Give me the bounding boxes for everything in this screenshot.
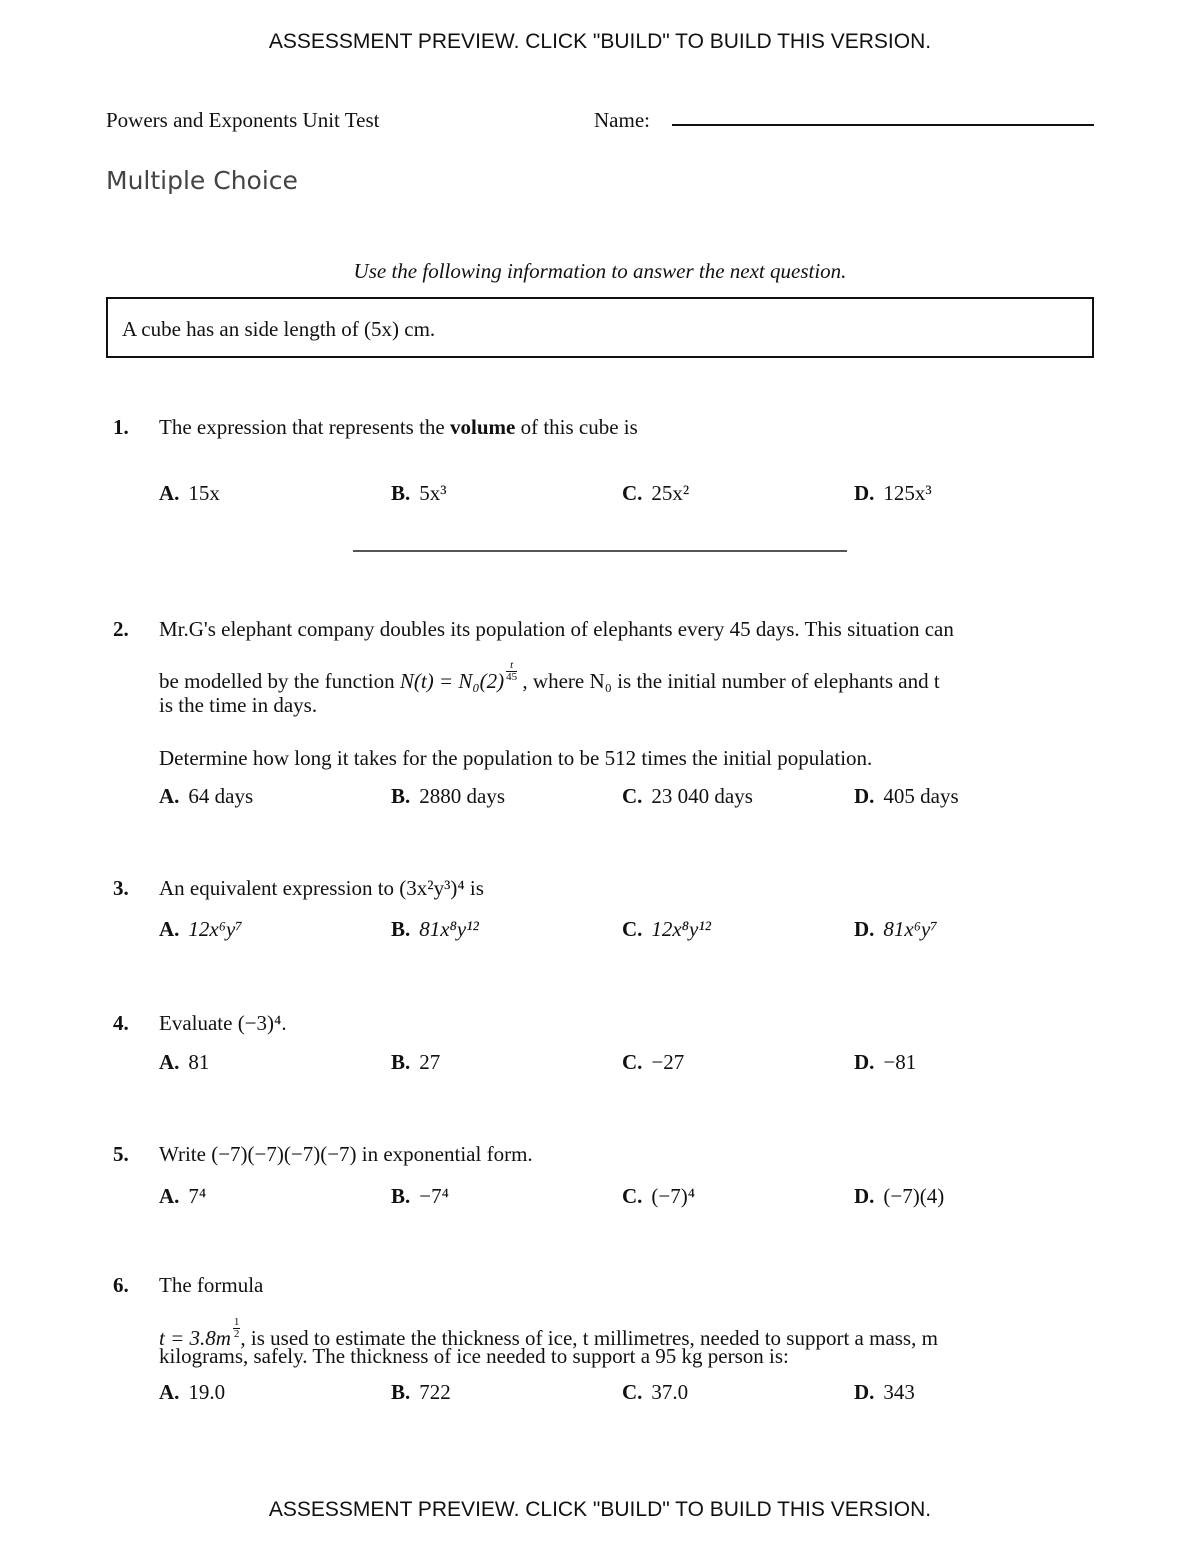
q6-option-d[interactable] — [854, 1380, 915, 1405]
q3-option-c[interactable] — [622, 917, 711, 942]
name-label: Name: — [594, 108, 650, 132]
option-letter: C. — [622, 784, 643, 808]
test-title: Powers and Exponents Unit Test — [106, 108, 380, 132]
name-input-line[interactable] — [672, 124, 1094, 126]
option-text: 81x⁸y¹² — [419, 917, 479, 941]
q1-option-b[interactable] — [391, 481, 447, 506]
question-2-formula: N(t) = N₀(2) — [399, 669, 505, 693]
option-text: −81 — [883, 1050, 917, 1074]
option-letter: D. — [854, 917, 875, 941]
question-1-text-pre: The expression that represents the — [159, 415, 450, 439]
option-text: 64 days — [188, 784, 254, 808]
question-6-exponent-fraction — [233, 1317, 241, 1340]
question-4-text: Evaluate (−3)⁴. — [159, 1011, 287, 1035]
option-text: 37.0 — [651, 1380, 689, 1404]
question-6-line-1: The formula — [159, 1273, 264, 1297]
q3-option-d[interactable] — [854, 917, 938, 942]
option-letter: D. — [854, 1050, 875, 1074]
fraction-numerator: t — [506, 660, 517, 672]
section-title: Multiple Choice — [106, 166, 298, 195]
q6-option-c[interactable] — [622, 1380, 688, 1405]
option-text: 722 — [419, 1380, 451, 1404]
question-2-line-3: is the time in days. — [159, 693, 318, 717]
option-text: 7⁴ — [188, 1184, 207, 1208]
q2-option-b[interactable] — [391, 784, 505, 809]
option-text: 81x⁶y⁷ — [883, 917, 938, 941]
option-text: (−7)⁴ — [651, 1184, 696, 1208]
option-letter: D. — [854, 1380, 875, 1404]
question-2-exponent-fraction — [506, 660, 517, 683]
preview-banner-top: ASSESSMENT PREVIEW. CLICK "BUILD" TO BUILD THIS VERSION. — [268, 30, 932, 53]
option-letter: C. — [622, 917, 643, 941]
instruction-text: Use the following information to answer the next question. — [353, 259, 847, 283]
option-text: 5x³ — [419, 481, 447, 505]
question-6-line-3: kilograms, safely. The thickness of ice needed to support a 95 kg person is: — [159, 1344, 789, 1368]
option-letter: B. — [391, 481, 411, 505]
q3-option-a[interactable] — [159, 917, 243, 942]
q1-option-a[interactable] — [159, 481, 220, 506]
option-text: 405 days — [883, 784, 959, 808]
option-text: 15x — [188, 481, 220, 505]
question-2-line-2-pre: be modelled by the function — [159, 669, 400, 693]
option-letter: B. — [391, 1184, 411, 1208]
q6-option-b[interactable] — [391, 1380, 451, 1405]
option-letter: C. — [622, 1380, 643, 1404]
option-letter: B. — [391, 917, 411, 941]
fraction-denominator: 45 — [506, 671, 518, 683]
question-1-number: 1. — [113, 415, 129, 439]
option-text: 2880 days — [419, 784, 506, 808]
option-text: −27 — [651, 1050, 685, 1074]
info-box-text: A cube has an side length of (5x) cm. — [122, 317, 436, 341]
question-2-line-1: Mr.G's elephant company doubles its population of elephants every 45 days. This situation can — [159, 617, 954, 641]
question-1-text-post: of this cube is — [515, 415, 638, 439]
option-text: −7⁴ — [419, 1184, 449, 1208]
option-letter: C. — [622, 1184, 643, 1208]
option-letter: B. — [391, 1050, 411, 1074]
option-letter: A. — [159, 917, 180, 941]
q4-option-c[interactable] — [622, 1050, 684, 1075]
q1-option-d[interactable] — [854, 481, 932, 506]
option-letter: C. — [622, 1050, 643, 1074]
question-2-line-2 — [159, 660, 940, 694]
q4-option-d[interactable] — [854, 1050, 916, 1075]
question-6-line-2-post: , is used to estimate the thickness of ice, t millimetres, needed to support a mass, m — [240, 1326, 938, 1350]
question-1-text — [159, 415, 638, 440]
question-5-text: Write (−7)(−7)(−7)(−7) in exponential form. — [159, 1142, 533, 1166]
question-2-line-2-post: , where N₀ is the initial number of elephants and t — [517, 669, 940, 693]
option-text: 25x² — [651, 481, 690, 505]
q2-option-c[interactable] — [622, 784, 753, 809]
option-text: 343 — [883, 1380, 915, 1404]
option-letter: A. — [159, 784, 180, 808]
fraction-denominator: 2 — [233, 1328, 240, 1340]
option-text: (−7)(4) — [883, 1184, 945, 1208]
q5-option-a[interactable] — [159, 1184, 206, 1209]
question-2-prompt: Determine how long it takes for the population to be 512 times the initial population. — [159, 746, 873, 770]
question-1-text-bold: volume — [450, 415, 516, 439]
info-box — [106, 297, 1094, 358]
option-letter: A. — [159, 481, 180, 505]
q4-option-a[interactable] — [159, 1050, 209, 1075]
option-text: 12x⁶y⁷ — [188, 917, 243, 941]
q5-option-d[interactable] — [854, 1184, 944, 1209]
option-letter: A. — [159, 1380, 180, 1404]
option-letter: B. — [391, 784, 411, 808]
option-letter: B. — [391, 1380, 411, 1404]
section-divider — [353, 550, 847, 552]
question-3-number: 3. — [113, 876, 129, 900]
option-text: 19.0 — [188, 1380, 226, 1404]
option-text: 125x³ — [883, 481, 932, 505]
fraction-numerator: 1 — [233, 1316, 240, 1328]
q6-option-a[interactable] — [159, 1380, 225, 1405]
option-text: 23 040 days — [651, 784, 753, 808]
option-letter: D. — [854, 1184, 875, 1208]
option-letter: A. — [159, 1050, 180, 1074]
q5-option-c[interactable] — [622, 1184, 695, 1209]
q5-option-b[interactable] — [391, 1184, 449, 1209]
question-3-text: An equivalent expression to (3x²y³)⁴ is — [159, 876, 484, 900]
question-4-number: 4. — [113, 1011, 129, 1035]
q3-option-b[interactable] — [391, 917, 479, 942]
question-6-formula: t = 3.8m — [159, 1326, 231, 1350]
question-6-number: 6. — [113, 1273, 129, 1297]
option-letter: C. — [622, 481, 643, 505]
option-text: 27 — [419, 1050, 441, 1074]
q1-option-c[interactable] — [622, 481, 689, 506]
q2-option-d[interactable] — [854, 784, 959, 809]
q4-option-b[interactable] — [391, 1050, 440, 1075]
q2-option-a[interactable] — [159, 784, 253, 809]
option-text: 81 — [188, 1050, 210, 1074]
question-5-number: 5. — [113, 1142, 129, 1166]
option-letter: D. — [854, 784, 875, 808]
preview-banner-bottom: ASSESSMENT PREVIEW. CLICK "BUILD" TO BUILD THIS VERSION. — [268, 1498, 932, 1521]
option-letter: A. — [159, 1184, 180, 1208]
question-2-number: 2. — [113, 617, 129, 641]
option-text: 12x⁸y¹² — [651, 917, 711, 941]
option-letter: D. — [854, 481, 875, 505]
